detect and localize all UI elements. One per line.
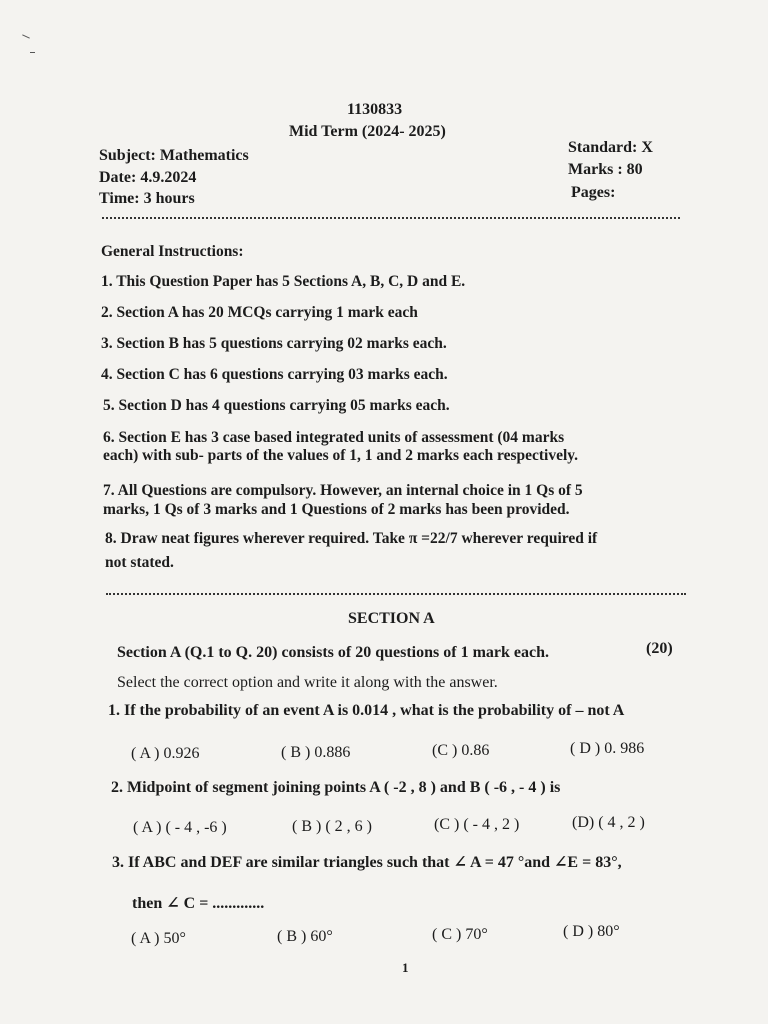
question-3-text: 3. If ABC and DEF are similar triangles such that ∠ A = 47 °and ∠E = 83°, bbox=[112, 854, 622, 871]
question-3-option-a: ( A ) 50° bbox=[131, 930, 186, 947]
instruction-item: 2. Section A has 20 MCQs carrying 1 mark each bbox=[101, 304, 418, 321]
instructions-heading: General Instructions: bbox=[101, 243, 244, 260]
separator-dotted-line bbox=[102, 217, 680, 219]
question-2-option-d: (D) ( 4 , 2 ) bbox=[572, 814, 645, 831]
instruction-item: 4. Section C has 6 questions carrying 03 marks each. bbox=[101, 366, 448, 383]
instruction-item: each) with sub- parts of the values of 1, 1 and 2 marks each respectively. bbox=[103, 447, 579, 464]
instruction-item: 3. Section B has 5 questions carrying 02 marks each. bbox=[101, 335, 447, 352]
exam-title: Mid Term (2024- 2025) bbox=[289, 123, 446, 140]
question-1-option-d: ( D ) 0. 986 bbox=[570, 740, 645, 757]
section-total-marks: (20) bbox=[646, 640, 673, 657]
instruction-item: 1. This Question Paper has 5 Sections A, B, C, D and E. bbox=[101, 273, 466, 290]
question-2-text: 2. Midpoint of segment joining points A ( -2 , 8 ) and B ( -6 , - 4 ) is bbox=[111, 779, 561, 796]
instruction-item: 8. Draw neat figures wherever required. Take π =22/7 wherever required if bbox=[105, 530, 598, 547]
standard-label: Standard: X bbox=[568, 139, 653, 156]
instruction-item: 5. Section D has 4 questions carrying 05 marks each. bbox=[103, 397, 450, 414]
section-description: Section A (Q.1 to Q. 20) consists of 20 questions of 1 mark each. bbox=[117, 644, 549, 661]
question-3-option-b: ( B ) 60° bbox=[277, 928, 333, 945]
instruction-item: not stated. bbox=[105, 554, 174, 571]
instruction-item: 7. All Questions are compulsory. However, an internal choice in 1 Qs of 5 bbox=[103, 482, 583, 499]
question-3-continuation: then ∠ C = ............. bbox=[132, 895, 265, 912]
paper-code: 1130833 bbox=[347, 101, 403, 118]
separator-dotted-line bbox=[106, 593, 686, 595]
subject-label: Subject: Mathematics bbox=[99, 147, 249, 164]
instruction-item: marks, 1 Qs of 3 marks and 1 Questions of 2 marks has been provided. bbox=[103, 501, 570, 518]
question-1-option-c: (C ) 0.86 bbox=[432, 742, 490, 759]
marks-label: Marks : 80 bbox=[568, 161, 643, 178]
section-direction: Select the correct option and write it along with the answer. bbox=[117, 674, 498, 691]
question-3-option-c: ( C ) 70° bbox=[432, 926, 488, 943]
question-1-option-b: ( B ) 0.886 bbox=[281, 744, 351, 761]
scan-mark bbox=[30, 52, 35, 53]
question-1-option-a: ( A ) 0.926 bbox=[131, 745, 200, 762]
page-number: 1 bbox=[402, 960, 409, 975]
scan-mark bbox=[22, 34, 30, 38]
question-2-option-b: ( B ) ( 2 , 6 ) bbox=[292, 818, 372, 835]
section-title: SECTION A bbox=[348, 610, 435, 627]
question-2-option-c: (C ) ( - 4 , 2 ) bbox=[434, 816, 520, 833]
question-2-option-a: ( A ) ( - 4 , -6 ) bbox=[133, 819, 227, 836]
date-label: Date: 4.9.2024 bbox=[99, 169, 197, 186]
question-1-text: 1. If the probability of an event A is 0.014 , what is the probability of – not A bbox=[108, 702, 625, 719]
time-label: Time: 3 hours bbox=[99, 190, 195, 207]
pages-label: Pages: bbox=[571, 184, 616, 201]
question-3-option-d: ( D ) 80° bbox=[563, 923, 620, 940]
instruction-item: 6. Section E has 3 case based integrated units of assessment (04 marks bbox=[103, 429, 565, 446]
